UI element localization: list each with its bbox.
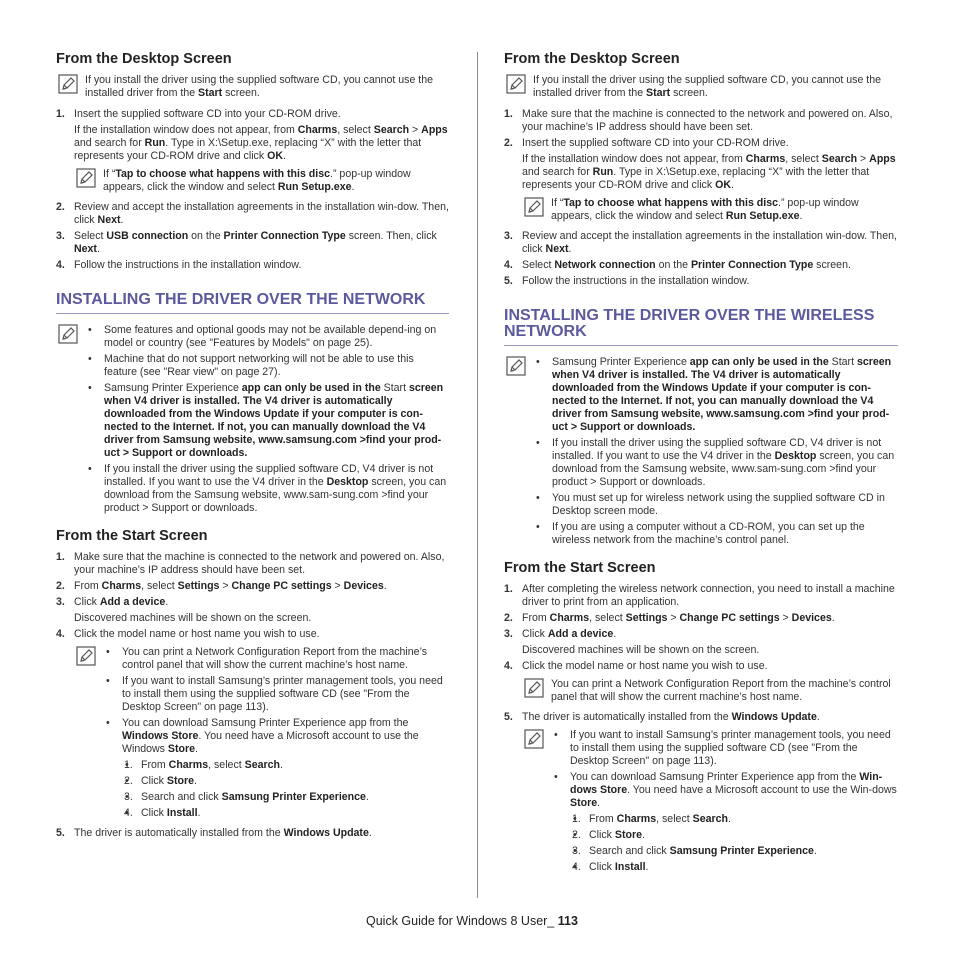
heading-desktop-screen: From the Desktop Screen (56, 51, 232, 67)
note-block (504, 356, 898, 547)
steps-list (504, 583, 898, 874)
sub-step: • 2. Click Store. (570, 829, 898, 842)
note-bullet: • Machine that do not support networking will not be able to use this feature (see "Rear view" on page 27). (85, 353, 449, 379)
note-bullet: • You must set up for wireless network using the supplied software CD in Desktop screen mode. (533, 492, 898, 518)
page-footer (366, 915, 578, 928)
note-bullet: • If you want to install Samsung’s printer management tools, you need to install them using the supplied software CD (see "From the Desktop Screen" on page 113). (551, 729, 898, 768)
sub-step: • 3. Search and click Samsung Printer Experience. (122, 791, 449, 804)
step: 2. Insert the supplied software CD into your CD-ROM drive. If the installation window does not appear, from Charms, select Search > Apps and search for Run. Type in X:\Setup.exe, replacing “X” with the letter that represents your CD-ROM drive and click OK. If “Tap to choose what happens with this disc.” pop-up window appears, click the window and select Run Setup.exe. (504, 137, 898, 223)
step: 2. From Charms, select Settings > Change PC settings > Devices. (504, 612, 835, 624)
step: 4. Click the model name or host name you wish to use. • You can print a Network Configuration Report from the machine’s control panel that will show the current machine’s host name. • If you want to install Samsung’s printer management tools, you need to install them using the supplied software CD (see "From the Desktop Screen" on page 113). • You can download Samsung Printer Experience app from the Windows Store. You need have a Microsoft account to use the Windows Store. • 1. From Charms, select Search. • 2. Click Store. • 3. Search and click Samsung Printer Experience. • 4. Click Install. (56, 628, 449, 820)
note-pencil-icon (76, 646, 96, 666)
sub-step: • 3. Search and click Samsung Printer Experience. (570, 845, 898, 858)
note-pencil-icon (506, 74, 526, 94)
note-block: If you install the driver using the supplied software CD, you cannot use the installed driver from the Start screen. (504, 74, 898, 100)
steps-list (56, 108, 449, 272)
steps-list (504, 108, 898, 288)
step: 1. Insert the supplied software CD into your CD-ROM drive. If the installation window does not appear, from Charms, select Search > Apps and search for Run. Type in X:\Setup.exe, replacing “X” with the letter that represents your CD-ROM drive and click OK. If “Tap to choose what happens with this disc.” pop-up window appears, click the window and select Run Setup.exe. (56, 108, 448, 193)
note-block (74, 646, 449, 820)
note-bullet: • Samsung Printer Experience app can only be used in the Start screen when V4 driver is installed. The V4 driver is automatically downloaded from the Windows Update if your computer is con-nected to the Internet. If not, you can manually download the V4 driver from Samsung website, www.samsung.com >find your prod-uct > Support or downloads. (533, 356, 898, 434)
step: 4. Select Network connection on the Printer Connection Type screen. (504, 259, 851, 271)
note-block: You can print a Network Configuration Report from the machine’s control panel that will show the current machine’s host name. (522, 678, 898, 704)
heading-start-screen: From the Start Screen (504, 560, 656, 576)
page-number: 113 (557, 914, 578, 928)
column-divider (477, 52, 478, 898)
step: 4. Follow the instructions in the installation window. (56, 259, 302, 271)
note-pencil-icon (58, 324, 78, 344)
note-block (522, 729, 898, 874)
step: 3. Click Add a device. Discovered machines will be shown on the screen. (504, 628, 760, 656)
heading-desktop-screen: From the Desktop Screen (504, 51, 680, 67)
note-bullet: • Some features and optional goods may not be available depend-ing on model or country (see "Features by Models" on page 25). (85, 324, 449, 350)
note-bullet: • You can print a Network Configuration Report from the machine’s control panel that will show the current machine’s host name. (103, 646, 449, 672)
sub-step: • 4. Click Install. (122, 807, 449, 820)
heading-network-section: INSTALLING THE DRIVER OVER THE NETWORK (56, 292, 449, 314)
note-bullet: • Samsung Printer Experience app can only be used in the Start screen when V4 driver is installed. The V4 driver is automatically downloaded from the Windows Update if your computer is con-nected to the Internet. If not, you can manually download the V4 driver from Samsung website, www.samsung.com >find your prod-uct > Support or downloads. (85, 382, 449, 460)
step: 1. After completing the wireless network connection, you need to install a machine driver to print from an application. (504, 583, 895, 608)
step: 5. The driver is automatically installed from the Windows Update. • If you want to install Samsung’s printer management tools, you need to install them using the supplied software CD (see "From the Desktop Screen" on page 113). • You can download Samsung Printer Experience app from the Win-dows Store. You need have a Microsoft account to use the Win-dows Store. • 1. From Charms, select Search. • 2. Click Store. • 3. Search and click Samsung Printer Experience. • 4. Click Install. (504, 711, 898, 874)
step: 3. Click Add a device. Discovered machines will be shown on the screen. (56, 596, 312, 624)
step: 1. Make sure that the machine is connected to the network and powered on. Also, your machine’s IP address should have been set. (504, 108, 893, 133)
note-bullet: • You can download Samsung Printer Experience app from the Windows Store. You need have a Microsoft account to use the Windows Store. • 1. From Charms, select Search. • 2. Click Store. • 3. Search and click Samsung Printer Experience. • 4. Click Install. (103, 717, 449, 820)
note-pencil-icon (58, 74, 78, 94)
step: 1. Make sure that the machine is connected to the network and powered on. Also, your machine’s IP address should have been set. (56, 551, 445, 576)
heading-start-screen: From the Start Screen (56, 528, 208, 544)
note-pencil-icon (524, 197, 544, 217)
sub-step: • 1. From Charms, select Search. (570, 813, 898, 826)
step: 2. From Charms, select Settings > Change PC settings > Devices. (56, 580, 387, 592)
right-column (504, 50, 898, 881)
step: 5. The driver is automatically installed from the Windows Update. (56, 827, 372, 839)
note-bullet: • If you install the driver using the supplied software CD, V4 driver is not installed. If you want to use the V4 driver in the Desktop screen, you can download from the Samsung website, www.sam-sung.com >find your product > Support or downloads. (533, 437, 898, 489)
note-pencil-icon (76, 168, 96, 188)
sub-step: • 4. Click Install. (570, 861, 898, 874)
footer-text: Quick Guide for Windows 8 User_ (366, 914, 558, 928)
step: 4. Click the model name or host name you wish to use. You can print a Network Configuration Report from the machine’s control panel that will show the current machine’s host name. (504, 660, 898, 704)
note-pencil-icon (524, 729, 544, 749)
sub-step: • 2. Click Store. (122, 775, 449, 788)
note-block: If “Tap to choose what happens with this disc.” pop-up window appears, click the window and select Run Setup.exe. (522, 197, 898, 223)
note-pencil-icon (506, 356, 526, 376)
note-pencil-icon (524, 678, 544, 698)
note-block (56, 74, 449, 100)
note-bullet: • If you are using a computer without a CD-ROM, you can set up the wireless network from the machine’s control panel. (533, 521, 898, 547)
step: 3. Review and accept the installation agreements in the installation win-dow. Then, click Next. (504, 230, 897, 255)
steps-list (56, 551, 449, 840)
note-block (56, 324, 449, 515)
note-text: If you install the driver using the supplied software CD, you cannot use the installed driver from the Start screen. (85, 74, 434, 99)
note-block: If “Tap to choose what happens with this disc.” pop-up window appears, click the window and select Run Setup.exe. (74, 168, 449, 194)
note-bullet: • If you want to install Samsung’s printer management tools, you need to install them using the supplied software CD (see "From the Desktop Screen" on page 113). (103, 675, 449, 714)
step: 5. Follow the instructions in the installation window. (504, 275, 750, 287)
sub-step: • 1. From Charms, select Search. (122, 759, 449, 772)
left-column (56, 50, 449, 846)
note-bullet: • You can download Samsung Printer Experience app from the Win-dows Store. You need have a Microsoft account to use the Win-dows Store. • 1. From Charms, select Search. • 2. Click Store. • 3. Search and click Samsung Printer Experience. • 4. Click Install. (551, 771, 898, 874)
note-bullet: • If you install the driver using the supplied software CD, V4 driver is not installed. If you want to use the V4 driver in the Desktop screen, you can download from the Samsung website, www.sam-sung.com >find your product > Support or downloads. (85, 463, 449, 515)
step: 2. Review and accept the installation agreements in the installation win-dow. Then, click Next. (56, 201, 449, 226)
heading-wireless-section: INSTALLING THE DRIVER OVER THE WIRELESS NETWORK (504, 308, 898, 346)
step: 3. Select USB connection on the Printer Connection Type screen. Then, click Next. (56, 230, 437, 255)
